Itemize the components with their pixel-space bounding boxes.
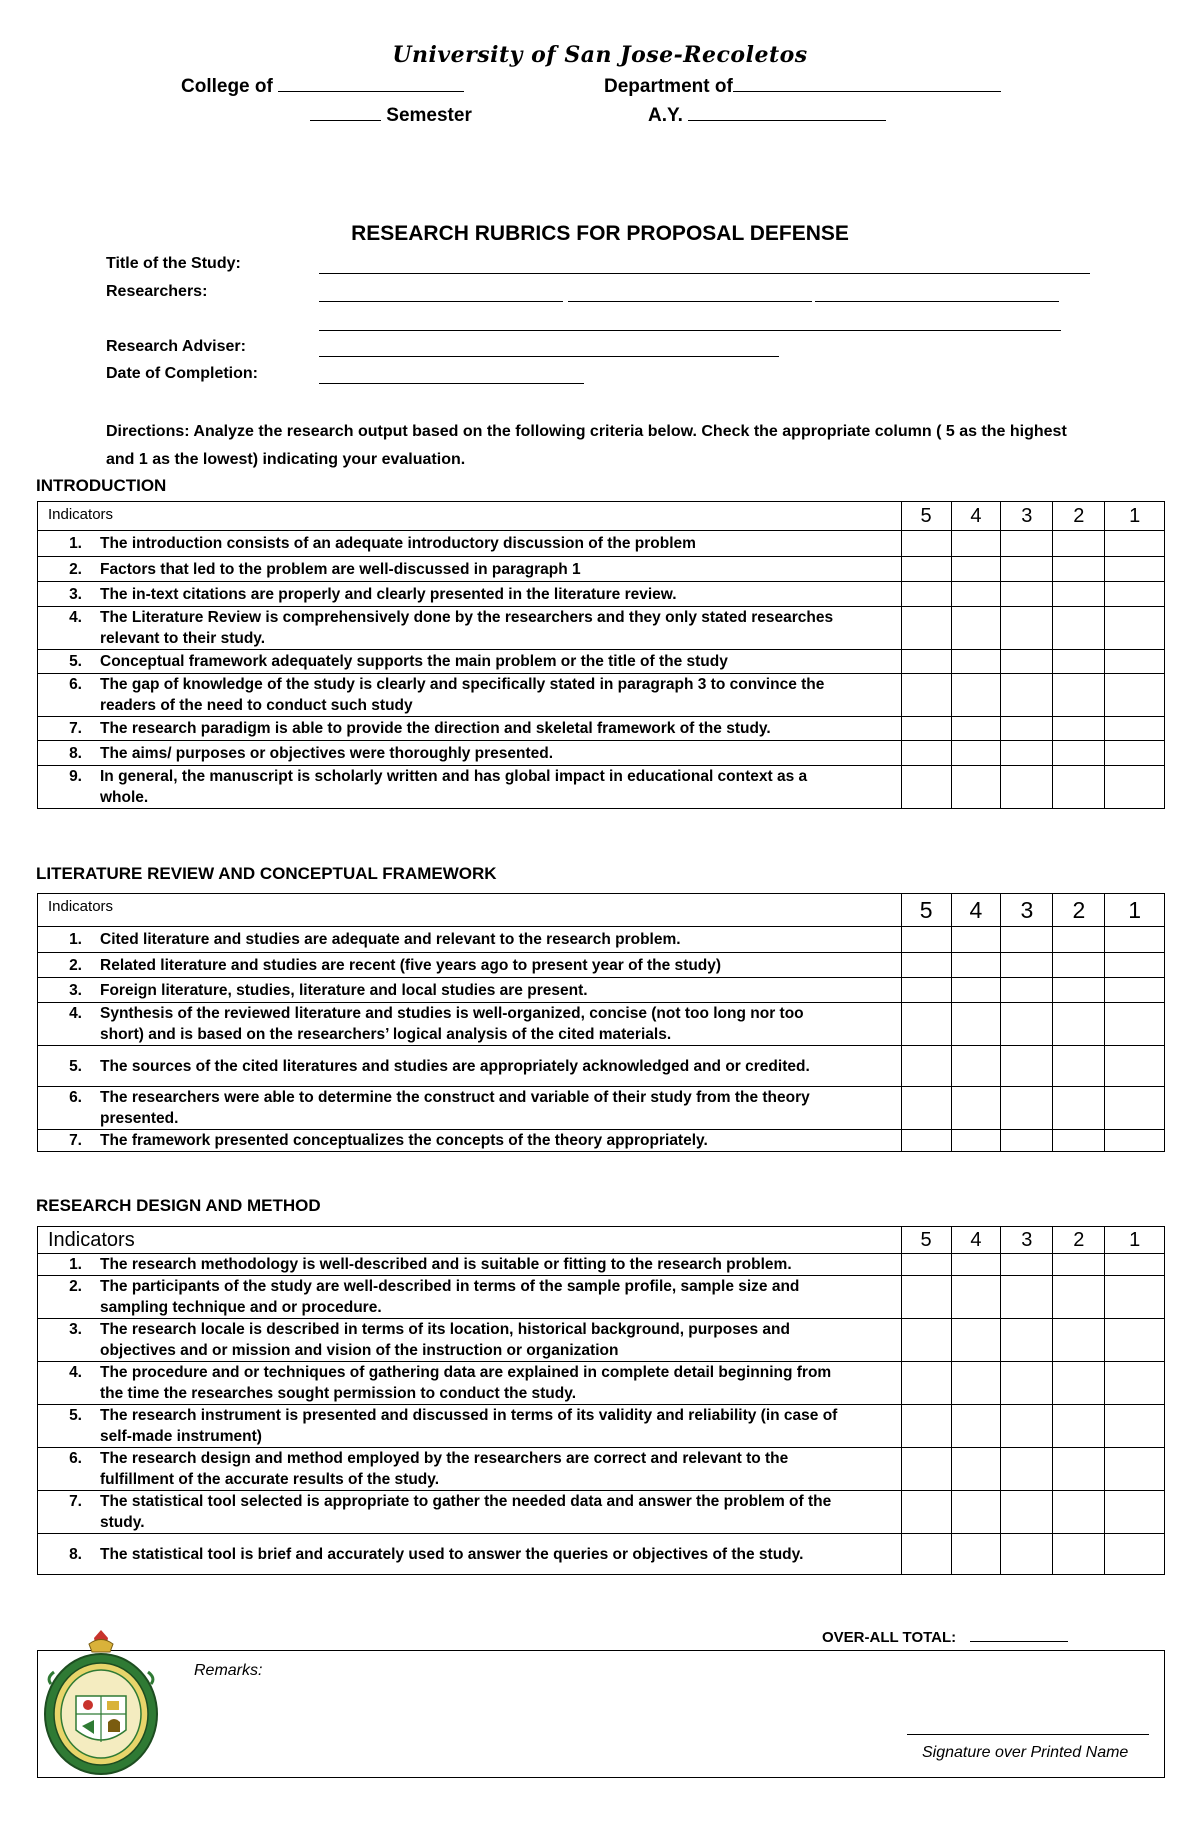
score-checkbox-3[interactable] — [1001, 1254, 1053, 1276]
semester-field — [310, 102, 472, 127]
score-checkbox-5[interactable] — [901, 1046, 951, 1087]
header-row — [38, 502, 1165, 531]
score-checkbox-3[interactable] — [1001, 1003, 1053, 1046]
score-checkbox-2[interactable] — [1053, 978, 1105, 1003]
indicators-header: Indicators — [38, 894, 902, 927]
document-title: RESEARCH RUBRICS FOR PROPOSAL DEFENSE — [351, 222, 849, 245]
criterion-row — [38, 953, 1165, 978]
criterion-cell — [38, 1254, 902, 1276]
criterion-cell — [38, 557, 902, 582]
score-checkbox-2[interactable] — [1053, 927, 1105, 953]
score-checkbox-5[interactable] — [901, 1003, 951, 1046]
score-checkbox-2[interactable] — [1053, 1254, 1105, 1276]
criterion-number: 4. — [69, 1005, 82, 1022]
score-checkbox-1[interactable] — [1105, 741, 1165, 766]
score-checkbox-5[interactable] — [901, 1254, 951, 1276]
score-checkbox-2[interactable] — [1053, 1130, 1105, 1152]
criterion-cell — [38, 978, 902, 1003]
score-checkbox-1[interactable] — [1105, 717, 1165, 741]
criterion-cell — [38, 1491, 902, 1534]
criterion-cell — [38, 531, 902, 557]
criterion-cell — [38, 1130, 902, 1152]
score-checkbox-3[interactable] — [1001, 1087, 1053, 1130]
rubric-table-design — [37, 1226, 1165, 1575]
criterion-text: The research instrument is presented and discussed in terms of its validity and reliability (in case of self-made instrument) — [100, 1407, 838, 1445]
criterion-row — [38, 766, 1165, 809]
score-checkbox-2[interactable] — [1053, 1087, 1105, 1130]
score-header-4: 4 — [951, 1227, 1001, 1254]
score-checkbox-5[interactable] — [901, 953, 951, 978]
criterion-cell — [38, 1362, 902, 1405]
college-blank[interactable] — [278, 73, 464, 92]
score-checkbox-3[interactable] — [1001, 1362, 1053, 1405]
criterion-row — [38, 1448, 1165, 1491]
date-line[interactable] — [319, 383, 584, 384]
criterion-cell — [38, 1046, 902, 1087]
criterion-number: 2. — [69, 956, 82, 974]
score-header-5: 5 — [901, 1227, 951, 1254]
score-checkbox-5[interactable] — [901, 741, 951, 766]
criterion-cell — [38, 1534, 902, 1575]
score-header-4: 4 — [951, 502, 1001, 531]
criterion-cell — [38, 766, 902, 809]
score-checkbox-2[interactable] — [1053, 582, 1105, 607]
score-checkbox-1[interactable] — [1105, 1254, 1165, 1276]
score-checkbox-4[interactable] — [951, 978, 1001, 1003]
score-checkbox-3[interactable] — [1001, 1491, 1053, 1534]
criterion-text: Synthesis of the reviewed literature and studies is well-organized, concise (not too long nor too short) and is based on the researchers’ logical analysis of the cited materials. — [100, 1005, 804, 1043]
score-header-2: 2 — [1053, 894, 1105, 927]
adviser-label: Research Adviser: — [106, 338, 246, 355]
score-checkbox-4[interactable] — [951, 1319, 1001, 1362]
criterion-cell — [38, 927, 902, 953]
score-checkbox-3[interactable] — [1001, 1319, 1053, 1362]
score-checkbox-5[interactable] — [901, 674, 951, 717]
score-checkbox-1[interactable] — [1105, 607, 1165, 650]
score-checkbox-1[interactable] — [1105, 1534, 1165, 1575]
score-checkbox-5[interactable] — [901, 927, 951, 953]
criterion-number: 6. — [69, 676, 82, 693]
criterion-number: 3. — [69, 1321, 82, 1338]
score-checkbox-1[interactable] — [1105, 1405, 1165, 1448]
score-checkbox-2[interactable] — [1053, 1534, 1105, 1575]
title-of-study-line[interactable] — [319, 273, 1090, 274]
department-blank[interactable] — [733, 73, 1001, 92]
ay-label: A.Y. — [648, 105, 683, 126]
score-checkbox-2[interactable] — [1053, 1003, 1105, 1046]
criterion-cell — [38, 1276, 902, 1319]
criterion-row — [38, 1491, 1165, 1534]
criterion-row — [38, 607, 1165, 650]
score-checkbox-1[interactable] — [1105, 1276, 1165, 1319]
score-checkbox-4[interactable] — [951, 1534, 1001, 1575]
score-header-5: 5 — [901, 502, 951, 531]
score-checkbox-4[interactable] — [951, 1003, 1001, 1046]
score-checkbox-3[interactable] — [1001, 1405, 1053, 1448]
criterion-number: 5. — [69, 1407, 82, 1424]
score-checkbox-3[interactable] — [1001, 607, 1053, 650]
score-checkbox-5[interactable] — [901, 1087, 951, 1130]
score-checkbox-2[interactable] — [1053, 717, 1105, 741]
criterion-row — [38, 1534, 1165, 1575]
criterion-number: 9. — [69, 768, 82, 785]
score-checkbox-5[interactable] — [901, 1448, 951, 1491]
score-checkbox-2[interactable] — [1053, 953, 1105, 978]
score-checkbox-3[interactable] — [1001, 650, 1053, 674]
score-checkbox-1[interactable] — [1105, 927, 1165, 953]
criterion-text: The research paradigm is able to provide the direction and skeletal framework of the study. — [100, 720, 771, 737]
score-checkbox-2[interactable] — [1053, 674, 1105, 717]
researcher-line-2[interactable] — [568, 301, 812, 302]
criterion-number: 4. — [69, 609, 82, 626]
score-checkbox-4[interactable] — [951, 1362, 1001, 1405]
signature-label: Signature over Printed Name — [922, 1744, 1129, 1761]
criterion-row — [38, 1405, 1165, 1448]
score-checkbox-5[interactable] — [901, 1405, 951, 1448]
criterion-cell — [38, 741, 902, 766]
criterion-cell — [38, 607, 902, 650]
semester-label: Semester — [386, 105, 472, 126]
score-checkbox-1[interactable] — [1105, 1491, 1165, 1534]
researchers-label: Researchers: — [106, 283, 208, 300]
score-checkbox-2[interactable] — [1053, 1362, 1105, 1405]
score-checkbox-4[interactable] — [951, 674, 1001, 717]
score-checkbox-2[interactable] — [1053, 1276, 1105, 1319]
score-header-3: 3 — [1001, 894, 1053, 927]
criterion-row — [38, 978, 1165, 1003]
score-checkbox-4[interactable] — [951, 557, 1001, 582]
score-checkbox-3[interactable] — [1001, 1448, 1053, 1491]
score-checkbox-3[interactable] — [1001, 717, 1053, 741]
criterion-number: 8. — [69, 1545, 82, 1563]
score-checkbox-1[interactable] — [1105, 674, 1165, 717]
score-checkbox-1[interactable] — [1105, 1130, 1165, 1152]
score-checkbox-4[interactable] — [951, 607, 1001, 650]
score-checkbox-1[interactable] — [1105, 1362, 1165, 1405]
score-checkbox-2[interactable] — [1053, 1046, 1105, 1087]
criterion-text: The procedure and or techniques of gathering data are explained in complete detail beginning from the time the researches sought permission to conduct the study. — [100, 1364, 832, 1402]
score-checkbox-2[interactable] — [1053, 557, 1105, 582]
score-header-2: 2 — [1053, 502, 1105, 531]
criterion-text: The aims/ purposes or objectives were thoroughly presented. — [100, 744, 554, 762]
directions-text: Directions: Analyze the research output based on the following criteria below. Check the appropriate column ( 5 as the highest and 1 as the lowest) indicating your evaluation. — [106, 423, 1067, 468]
criterion-cell — [38, 1319, 902, 1362]
score-checkbox-4[interactable] — [951, 1276, 1001, 1319]
score-checkbox-1[interactable] — [1105, 557, 1165, 582]
score-header-3: 3 — [1001, 1227, 1053, 1254]
score-checkbox-3[interactable] — [1001, 766, 1053, 809]
department-label: Department of — [604, 76, 733, 97]
score-checkbox-5[interactable] — [901, 717, 951, 741]
criterion-row — [38, 557, 1165, 582]
rubric-table-literature — [37, 893, 1165, 1152]
criterion-cell — [38, 1003, 902, 1046]
score-checkbox-3[interactable] — [1001, 741, 1053, 766]
university-name: University of San Jose-Recoletos — [392, 42, 808, 68]
criterion-cell — [38, 582, 902, 607]
score-checkbox-4[interactable] — [951, 1087, 1001, 1130]
date-label: Date of Completion: — [106, 365, 258, 382]
header-row — [38, 894, 1165, 927]
criterion-text: Factors that led to the problem are well-discussed in paragraph 1 — [100, 560, 581, 578]
criterion-number: 5. — [69, 1057, 82, 1075]
score-checkbox-3[interactable] — [1001, 557, 1053, 582]
college-label: College of — [181, 76, 273, 97]
score-checkbox-4[interactable] — [951, 766, 1001, 809]
score-checkbox-2[interactable] — [1053, 1319, 1105, 1362]
score-checkbox-4[interactable] — [951, 1046, 1001, 1087]
criterion-number: 7. — [69, 1493, 82, 1510]
score-checkbox-3[interactable] — [1001, 531, 1053, 557]
criterion-text: Related literature and studies are recent (five years ago to present year of the study) — [100, 956, 722, 974]
criterion-text: The statistical tool is brief and accurately used to answer the queries or objectives of the study. — [100, 1545, 804, 1563]
criterion-text: The research locale is described in terms of its location, historical background, purposes and objectives and or mission and vision of the instruction or organization — [100, 1321, 790, 1359]
score-checkbox-4[interactable] — [951, 650, 1001, 674]
criterion-row — [38, 650, 1165, 674]
criterion-number: 3. — [69, 585, 82, 603]
score-checkbox-2[interactable] — [1053, 650, 1105, 674]
criterion-number: 2. — [69, 1278, 82, 1295]
score-checkbox-2[interactable] — [1053, 741, 1105, 766]
criterion-number: 1. — [69, 535, 82, 552]
overall-total-blank[interactable] — [970, 1627, 1068, 1642]
criterion-row — [38, 674, 1165, 717]
score-checkbox-3[interactable] — [1001, 582, 1053, 607]
score-checkbox-5[interactable] — [901, 1130, 951, 1152]
criterion-text: The research design and method employed by the researchers are correct and relevant to the fulfillment of the accurate results of the study. — [100, 1450, 789, 1488]
score-checkbox-5[interactable] — [901, 766, 951, 809]
score-checkbox-3[interactable] — [1001, 1276, 1053, 1319]
score-checkbox-4[interactable] — [951, 741, 1001, 766]
score-checkbox-1[interactable] — [1105, 978, 1165, 1003]
criterion-row — [38, 1130, 1165, 1152]
remarks-label: Remarks: — [194, 1662, 263, 1679]
researcher-line-1[interactable] — [319, 301, 563, 302]
score-checkbox-5[interactable] — [901, 531, 951, 557]
criterion-number: 8. — [69, 744, 82, 762]
criterion-text: The statistical tool selected is appropriate to gather the needed data and answer the problem of the study. — [100, 1493, 832, 1531]
criterion-cell — [38, 1405, 902, 1448]
criterion-number: 1. — [69, 1256, 82, 1273]
semester-blank[interactable] — [310, 102, 381, 121]
score-checkbox-5[interactable] — [901, 1319, 951, 1362]
score-checkbox-5[interactable] — [901, 1276, 951, 1319]
header-row — [38, 1227, 1165, 1254]
overall-total-label: OVER-ALL TOTAL: — [822, 1629, 957, 1646]
criterion-number: 1. — [69, 931, 82, 948]
score-checkbox-1[interactable] — [1105, 766, 1165, 809]
score-checkbox-1[interactable] — [1105, 1003, 1165, 1046]
criterion-text: The researchers were able to determine the construct and variable of their study from the theory presented. — [100, 1089, 810, 1127]
score-checkbox-4[interactable] — [951, 927, 1001, 953]
score-checkbox-5[interactable] — [901, 978, 951, 1003]
score-checkbox-1[interactable] — [1105, 1087, 1165, 1130]
section-title-design: RESEARCH DESIGN AND METHOD — [36, 1196, 321, 1215]
criterion-text: The participants of the study are well-described in terms of the sample profile, sample size and sampling technique and or procedure. — [100, 1278, 800, 1316]
score-checkbox-2[interactable] — [1053, 1405, 1105, 1448]
score-checkbox-2[interactable] — [1053, 531, 1105, 557]
score-checkbox-2[interactable] — [1053, 766, 1105, 809]
criterion-text: In general, the manuscript is scholarly written and has global impact in educational context as a whole. — [100, 768, 808, 806]
score-checkbox-5[interactable] — [901, 557, 951, 582]
score-checkbox-1[interactable] — [1105, 1319, 1165, 1362]
researcher-line-4[interactable] — [319, 330, 1061, 331]
signature-line[interactable] — [907, 1734, 1149, 1735]
criterion-cell — [38, 1087, 902, 1130]
criterion-cell — [38, 717, 902, 741]
criterion-number: 4. — [69, 1364, 82, 1381]
criterion-number: 7. — [69, 720, 82, 737]
criterion-number: 6. — [69, 1450, 82, 1467]
score-checkbox-1[interactable] — [1105, 1046, 1165, 1087]
score-header-4: 4 — [951, 894, 1001, 927]
score-checkbox-5[interactable] — [901, 1534, 951, 1575]
score-checkbox-3[interactable] — [1001, 1534, 1053, 1575]
section-title-literature: LITERATURE REVIEW AND CONCEPTUAL FRAMEWORK — [36, 864, 497, 883]
criterion-text: The in-text citations are properly and clearly presented in the literature review. — [100, 585, 677, 603]
score-header-3: 3 — [1001, 502, 1053, 531]
score-checkbox-3[interactable] — [1001, 674, 1053, 717]
score-checkbox-4[interactable] — [951, 1130, 1001, 1152]
criterion-row — [38, 1003, 1165, 1046]
score-checkbox-2[interactable] — [1053, 1448, 1105, 1491]
score-checkbox-1[interactable] — [1105, 650, 1165, 674]
criterion-cell — [38, 674, 902, 717]
university-seal-logo — [42, 1630, 160, 1778]
score-checkbox-4[interactable] — [951, 1491, 1001, 1534]
section-title-introduction: INTRODUCTION — [36, 476, 167, 495]
criterion-row — [38, 1087, 1165, 1130]
score-checkbox-4[interactable] — [951, 582, 1001, 607]
score-checkbox-5[interactable] — [901, 607, 951, 650]
score-checkbox-4[interactable] — [951, 531, 1001, 557]
score-header-1: 1 — [1105, 894, 1165, 927]
researcher-line-3[interactable] — [815, 301, 1059, 302]
score-header-5: 5 — [901, 894, 951, 927]
criterion-number: 6. — [69, 1089, 82, 1106]
score-header-1: 1 — [1105, 1227, 1165, 1254]
overall-total — [822, 1627, 1068, 1646]
college-field — [181, 73, 464, 98]
criterion-text: Conceptual framework adequately supports the main problem or the title of the study — [100, 653, 728, 670]
indicators-header: Indicators — [38, 502, 902, 531]
criterion-number: 7. — [69, 1132, 82, 1149]
score-checkbox-3[interactable] — [1001, 927, 1053, 953]
score-checkbox-2[interactable] — [1053, 607, 1105, 650]
criterion-row — [38, 1254, 1165, 1276]
score-checkbox-1[interactable] — [1105, 1448, 1165, 1491]
adviser-line[interactable] — [319, 356, 779, 357]
score-checkbox-3[interactable] — [1001, 1130, 1053, 1152]
criterion-row — [38, 531, 1165, 557]
criterion-row — [38, 1319, 1165, 1362]
score-checkbox-3[interactable] — [1001, 1046, 1053, 1087]
department-field — [604, 73, 1001, 98]
criterion-text: The sources of the cited literatures and studies are appropriately acknowledged and or credited. — [100, 1057, 810, 1075]
score-checkbox-5[interactable] — [901, 582, 951, 607]
score-header-2: 2 — [1053, 1227, 1105, 1254]
criterion-text: The introduction consists of an adequate introductory discussion of the problem — [100, 535, 696, 552]
criterion-row — [38, 741, 1165, 766]
score-checkbox-5[interactable] — [901, 1491, 951, 1534]
criterion-text: The Literature Review is comprehensively done by the researchers and they only stated researches relevant to their study. — [100, 609, 834, 647]
criterion-number: 5. — [69, 653, 82, 670]
score-checkbox-3[interactable] — [1001, 978, 1053, 1003]
criterion-text: The framework presented conceptualizes the concepts of the theory appropriately. — [100, 1132, 708, 1149]
ay-field — [648, 102, 886, 127]
criterion-row — [38, 1046, 1165, 1087]
title-of-study-label: Title of the Study: — [106, 255, 241, 272]
score-checkbox-2[interactable] — [1053, 1491, 1105, 1534]
rubric-table-introduction — [37, 501, 1165, 809]
score-checkbox-1[interactable] — [1105, 953, 1165, 978]
criterion-cell — [38, 1448, 902, 1491]
criterion-row — [38, 1362, 1165, 1405]
criterion-row — [38, 582, 1165, 607]
score-checkbox-4[interactable] — [951, 717, 1001, 741]
score-checkbox-4[interactable] — [951, 1254, 1001, 1276]
score-checkbox-3[interactable] — [1001, 953, 1053, 978]
score-checkbox-1[interactable] — [1105, 531, 1165, 557]
score-checkbox-4[interactable] — [951, 1405, 1001, 1448]
score-header-1: 1 — [1105, 502, 1165, 531]
criterion-text: Foreign literature, studies, literature and local studies are present. — [100, 981, 588, 999]
criterion-row — [38, 1276, 1165, 1319]
criterion-number: 3. — [69, 981, 82, 999]
score-checkbox-1[interactable] — [1105, 582, 1165, 607]
criterion-row — [38, 717, 1165, 741]
criterion-number: 2. — [69, 560, 82, 578]
criterion-cell — [38, 953, 902, 978]
score-checkbox-4[interactable] — [951, 1448, 1001, 1491]
criterion-text: The research methodology is well-described and is suitable or fitting to the research problem. — [100, 1256, 792, 1273]
criterion-text: The gap of knowledge of the study is clearly and specifically stated in paragraph 3 to convince the readers of the need to conduct such study — [100, 676, 825, 714]
criterion-text: Cited literature and studies are adequate and relevant to the research problem. — [100, 931, 681, 948]
criterion-cell — [38, 650, 902, 674]
ay-blank[interactable] — [688, 102, 886, 121]
score-checkbox-4[interactable] — [951, 953, 1001, 978]
criterion-row — [38, 927, 1165, 953]
indicators-header: Indicators — [38, 1227, 902, 1254]
score-checkbox-5[interactable] — [901, 1362, 951, 1405]
score-checkbox-5[interactable] — [901, 650, 951, 674]
